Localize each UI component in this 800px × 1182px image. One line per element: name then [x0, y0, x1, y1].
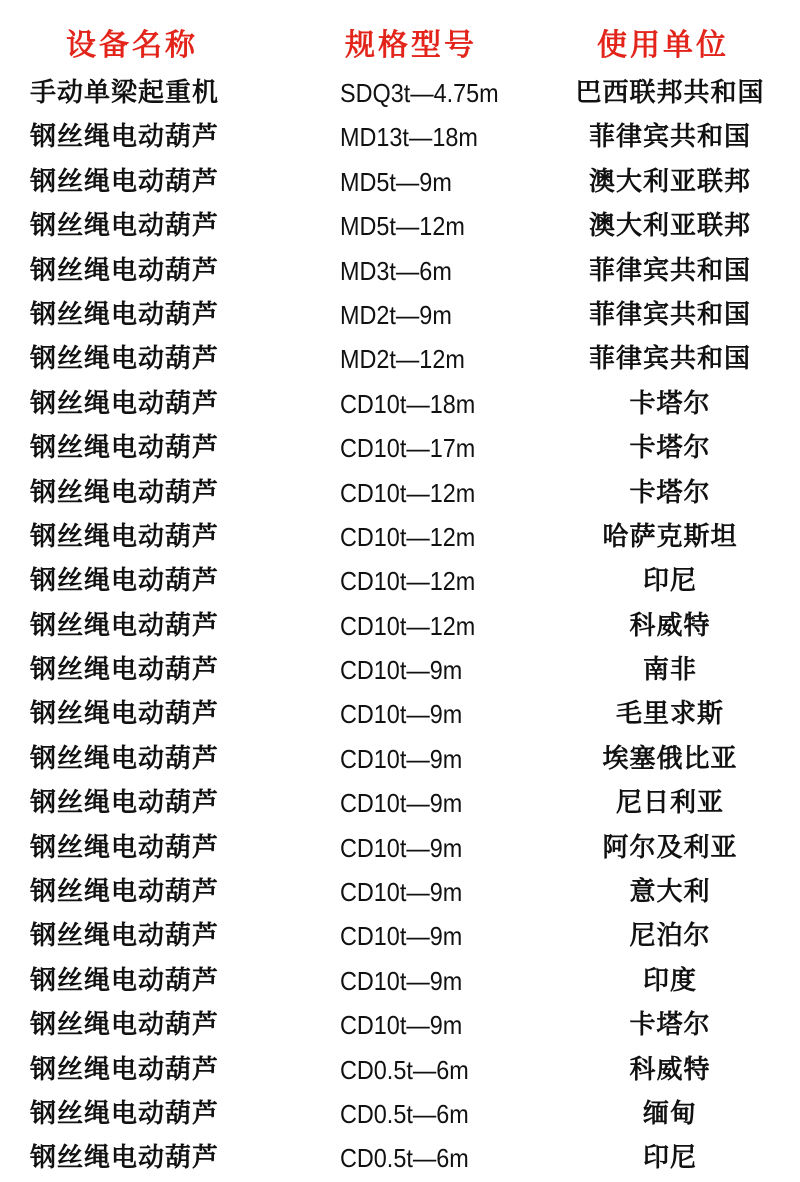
- equipment-name: 钢丝绳电动葫芦: [30, 655, 220, 686]
- user-unit: 科威特: [629, 610, 711, 641]
- header-model: 规格型号: [345, 28, 477, 63]
- user-unit: 卡塔尔: [629, 388, 711, 419]
- user-unit: 毛里求斯: [615, 699, 725, 730]
- user-unit: 澳大利亚联邦: [588, 166, 752, 197]
- equipment-name: 钢丝绳电动葫芦: [30, 566, 220, 597]
- table-row: [0, 472, 800, 516]
- table-row: [0, 605, 800, 649]
- model-spec: CD10t—17m: [340, 433, 476, 464]
- model-spec: CD10t—9m: [340, 655, 463, 686]
- table-row: [0, 1093, 800, 1137]
- user-unit: 印度: [642, 965, 698, 996]
- equipment-name: 钢丝绳电动葫芦: [30, 1143, 220, 1174]
- equipment-name: 钢丝绳电动葫芦: [30, 921, 220, 952]
- model-spec: CD10t—18m: [340, 388, 476, 419]
- user-unit: 尼日利亚: [615, 788, 725, 819]
- equipment-name: 钢丝绳电动葫芦: [30, 699, 220, 730]
- user-unit: 意大利: [629, 877, 711, 908]
- equipment-name: 钢丝绳电动葫芦: [30, 832, 220, 863]
- header-user-unit: 使用单位: [597, 28, 729, 63]
- user-unit: 菲律宾共和国: [588, 122, 752, 153]
- table-row: [0, 871, 800, 915]
- user-unit: 印尼: [642, 1143, 698, 1174]
- user-unit: 阿尔及利亚: [602, 832, 738, 863]
- table-row: [0, 383, 800, 427]
- equipment-name: 钢丝绳电动葫芦: [30, 477, 220, 508]
- user-unit: 埃塞俄比亚: [602, 743, 738, 774]
- user-unit: 卡塔尔: [629, 1010, 711, 1041]
- equipment-name: 钢丝绳电动葫芦: [30, 1054, 220, 1085]
- user-unit: 南非: [642, 655, 698, 686]
- model-spec: CD10t—12m: [340, 477, 476, 508]
- user-unit: 澳大利亚联邦: [588, 211, 752, 242]
- table-row: [0, 250, 800, 294]
- table-row: [0, 1137, 800, 1181]
- table-header: [0, 20, 800, 70]
- table-row: [0, 693, 800, 737]
- table-row: [0, 827, 800, 871]
- equipment-name: 钢丝绳电动葫芦: [30, 965, 220, 996]
- model-spec: CD0.5t—6m: [340, 1098, 469, 1129]
- model-spec: CD0.5t—6m: [340, 1143, 469, 1174]
- equipment-name: 钢丝绳电动葫芦: [30, 743, 220, 774]
- equipment-name: 钢丝绳电动葫芦: [30, 521, 220, 552]
- table-row: [0, 205, 800, 249]
- table-row: [0, 116, 800, 160]
- equipment-name: 钢丝绳电动葫芦: [30, 122, 220, 153]
- equipment-name: 钢丝绳电动葫芦: [30, 1010, 220, 1041]
- equipment-name: 钢丝绳电动葫芦: [30, 344, 220, 375]
- equipment-name: 钢丝绳电动葫芦: [30, 166, 220, 197]
- user-unit: 卡塔尔: [629, 477, 711, 508]
- model-spec: SDQ3t—4.75m: [340, 78, 499, 108]
- table-row: [0, 1004, 800, 1048]
- model-spec: CD10t—12m: [340, 610, 476, 641]
- model-spec: CD10t—9m: [340, 965, 463, 996]
- table-row: [0, 738, 800, 782]
- user-unit: 菲律宾共和国: [588, 344, 752, 375]
- table-row: [0, 161, 800, 205]
- model-spec: CD10t—9m: [340, 788, 463, 819]
- user-unit: 巴西联邦共和国: [575, 78, 765, 108]
- model-spec: MD13t—18m: [340, 122, 478, 153]
- user-unit: 印尼: [642, 566, 698, 597]
- table-row: [0, 427, 800, 471]
- table-row: [0, 338, 800, 382]
- table-row: [0, 560, 800, 604]
- model-spec: CD10t—9m: [340, 921, 463, 952]
- model-spec: CD10t—9m: [340, 743, 463, 774]
- model-spec: CD10t—9m: [340, 877, 463, 908]
- model-spec: MD2t—9m: [340, 299, 452, 330]
- user-unit: 菲律宾共和国: [588, 255, 752, 286]
- table-row: [0, 516, 800, 560]
- equipment-name: 手动单梁起重机: [30, 78, 220, 108]
- user-unit: 菲律宾共和国: [588, 299, 752, 330]
- model-spec: CD10t—9m: [340, 699, 463, 730]
- model-spec: MD5t—9m: [340, 166, 452, 197]
- table-row: [0, 1049, 800, 1093]
- user-unit: 科威特: [629, 1054, 711, 1085]
- equipment-name: 钢丝绳电动葫芦: [30, 388, 220, 419]
- model-spec: CD10t—9m: [340, 832, 463, 863]
- equipment-name: 钢丝绳电动葫芦: [30, 255, 220, 286]
- equipment-name: 钢丝绳电动葫芦: [30, 299, 220, 330]
- table-row: [0, 649, 800, 693]
- user-unit: 尼泊尔: [629, 921, 711, 952]
- table-row: [0, 915, 800, 959]
- model-spec: CD10t—9m: [340, 1010, 463, 1041]
- equipment-name: 钢丝绳电动葫芦: [30, 788, 220, 819]
- model-spec: MD3t—6m: [340, 255, 452, 286]
- model-spec: MD2t—12m: [340, 344, 465, 375]
- user-unit: 卡塔尔: [629, 433, 711, 464]
- user-unit: 哈萨克斯坦: [602, 521, 738, 552]
- table-row: [0, 294, 800, 338]
- table-row: [0, 72, 800, 116]
- equipment-name: 钢丝绳电动葫芦: [30, 1098, 220, 1129]
- model-spec: CD10t—12m: [340, 566, 476, 597]
- equipment-name: 钢丝绳电动葫芦: [30, 211, 220, 242]
- equipment-name: 钢丝绳电动葫芦: [30, 610, 220, 641]
- table-row: [0, 782, 800, 826]
- model-spec: MD5t—12m: [340, 211, 465, 242]
- equipment-list: [0, 72, 800, 1182]
- user-unit: 缅甸: [642, 1098, 698, 1129]
- table-row: [0, 960, 800, 1004]
- equipment-name: 钢丝绳电动葫芦: [30, 433, 220, 464]
- equipment-name: 钢丝绳电动葫芦: [30, 877, 220, 908]
- header-equipment-name: 设备名称: [66, 28, 198, 63]
- model-spec: CD10t—12m: [340, 521, 476, 552]
- model-spec: CD0.5t—6m: [340, 1054, 469, 1085]
